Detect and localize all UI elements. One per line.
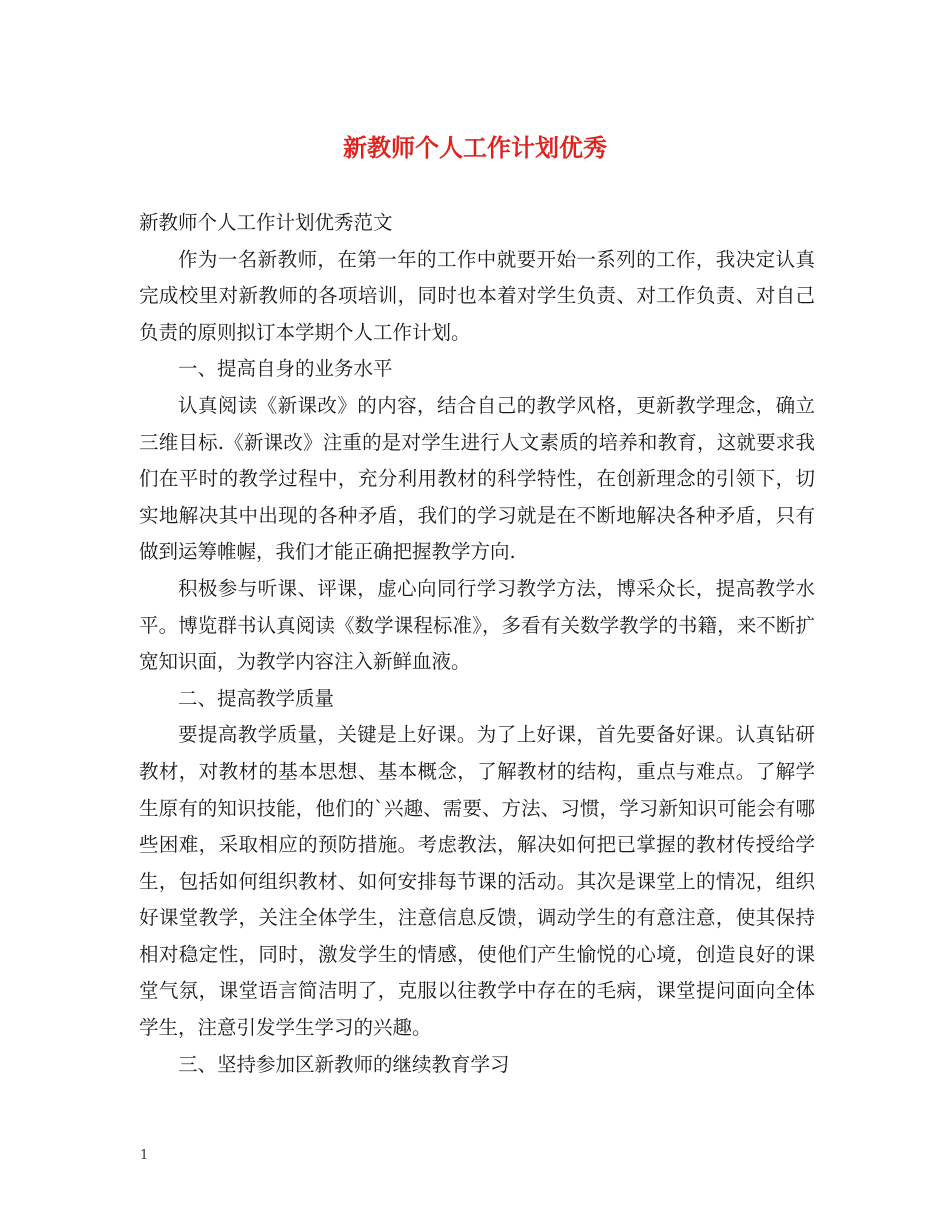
paragraph-section-2: 要提高教学质量，关键是上好课。为了上好课，首先要备好课。认真钻研教材，对教材的基本思想、基本概念，了解教材的结构，重点与难点。了解学生原有的知识技能，他们的`兴趣、需要、方法、习惯，学习新知识可能会有哪些困难，采取相应的预防措施。考虑教法，解决如何把已掌握的教材传授给学生，包括如何组织教材、如何安排每节课的活动。其次是课堂上的情况，组织好课堂教学，关注全体学生，注意信息反馈，调动学生的有意注意，使其保持相对稳定性，同时，激发学生的情感，使他们产生愉悦的心境，创造良好的课堂气氛，课堂语言简洁明了，克服以往教学中存在的毛病，课堂提问面向全体学生，注意引发学生学习的兴趣。 bbox=[139, 723, 815, 1040]
paragraph-intro: 作为一名新教师，在第一年的工作中就要开始一系列的工作，我决定认真完成校里对新教师的各项培训，同时也本着对学生负责、对工作负责、对自己负责的原则拟订本学期个人工作计划。 bbox=[139, 247, 815, 344]
document-subtitle: 新教师个人工作计划优秀范文 bbox=[139, 211, 393, 234]
page-number: 1 bbox=[140, 1148, 149, 1163]
document-title: 新教师个人工作计划优秀 bbox=[343, 133, 607, 162]
paragraph-section-1-a: 认真阅读《新课改》的内容，结合自己的教学风格，更新教学理念，确立三维目标.《新课改》注重的是对学生进行人文素质的培养和教育，这就要求我们在平时的教学过程中，充分利用教材的科学特性，在创新理念的引领下，切实地解决其中出现的各种矛盾，我们的学习就是在不断地解决各种矛盾，只有做到运筹帷幄，我们才能正确把握教学方向. bbox=[139, 393, 815, 564]
section-heading-2: 二、提高教学质量 bbox=[178, 686, 335, 710]
paragraph-section-1-b: 积极参与听课、评课，虚心向同行学习教学方法，博采众长，提高教学水平。博览群书认真阅读《数学课程标准》，多看有关数学教学的书籍，来不断扩宽知识面，为教学内容注入新鲜血液。 bbox=[139, 576, 815, 674]
section-heading-3: 三、坚持参加区新教师的继续教育学习 bbox=[178, 1052, 510, 1076]
section-heading-1: 一、提高自身的业务水平 bbox=[178, 357, 393, 381]
document-body bbox=[139, 205, 815, 1083]
